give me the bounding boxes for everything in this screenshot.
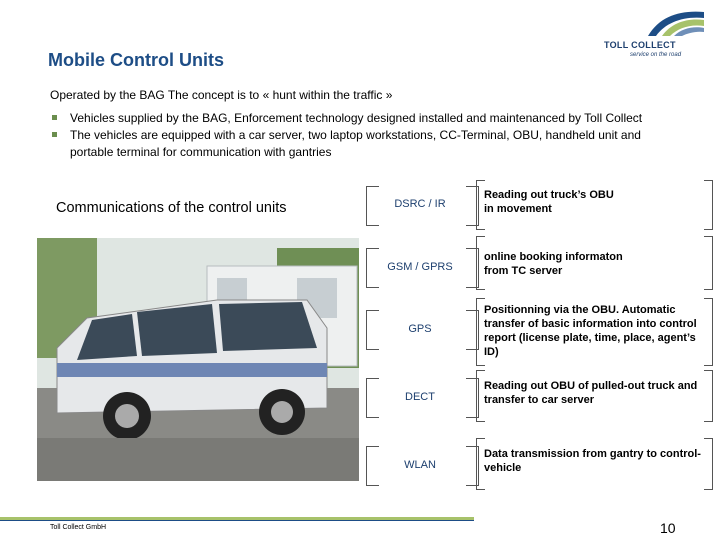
bracket-right — [704, 236, 713, 290]
bracket-right — [704, 370, 713, 422]
tech-label-wlan: WLAN — [404, 459, 436, 471]
section-heading: Communications of the control units — [56, 200, 287, 216]
tech-desc-wlan: Data transmission from gantry to control-vehicle — [484, 448, 701, 474]
bracket-right — [704, 180, 713, 230]
bullet-list — [50, 110, 660, 161]
tech-desc-dsrc: Reading out truck’s OBU in movement — [484, 189, 614, 215]
tech-desc-gsm: online booking informaton from TC server — [484, 251, 623, 277]
tech-desc-gps: Positionning via the OBU. Automatic transfer of basic information into control report (license plate, time, place, agent’s ID) — [484, 304, 697, 358]
intro-text: Operated by the BAG The concept is to « hunt within the traffic » — [50, 88, 393, 102]
tech-label-dect: DECT — [405, 391, 435, 403]
logo-text: TOLL COLLECT — [604, 40, 676, 50]
bullet-marker-icon — [52, 132, 57, 137]
footer-company: Toll Collect GmbH — [50, 524, 107, 531]
tech-label-gsm: GSM / GPRS — [387, 261, 453, 273]
tech-desc-dect: Reading out OBU of pulled-out truck and transfer to car server — [484, 380, 698, 406]
tech-label-dsrc: DSRC / IR — [394, 198, 446, 210]
bracket-right — [704, 298, 713, 366]
bracket-right — [704, 438, 713, 490]
logo-tagline: service on the road — [630, 52, 682, 58]
bullet-marker-icon — [52, 115, 57, 120]
bullet-item: Vehicles supplied by the BAG, Enforcement technology designed installed and maintenanced by Toll Collect — [50, 110, 660, 127]
bullet-item: The vehicles are equipped with a car server, two laptop workstations, CC-Terminal, OBU, handheld unit and portable terminal for communication with gantries — [50, 127, 660, 161]
tech-label-gps: GPS — [408, 323, 432, 335]
page-title: Mobile Control Units — [48, 50, 224, 70]
control-vehicle-photo — [37, 238, 359, 481]
footer-divider — [0, 520, 474, 521]
page-number: 10 — [660, 520, 676, 536]
